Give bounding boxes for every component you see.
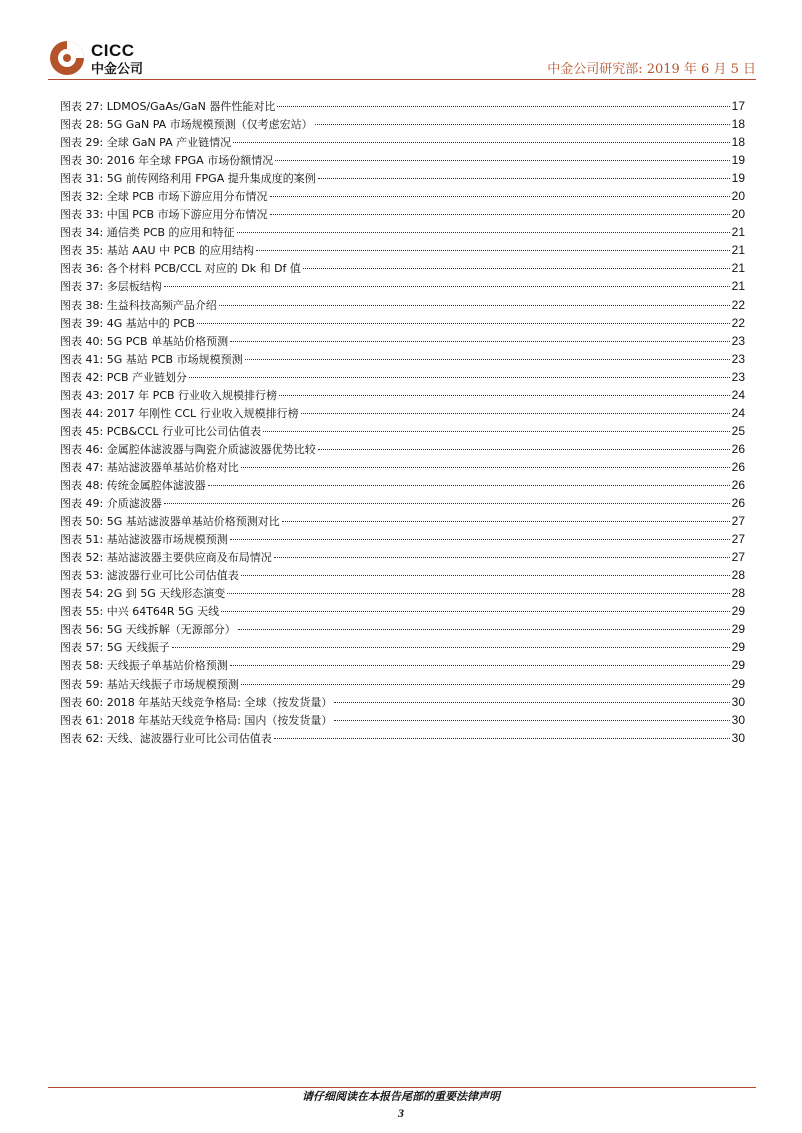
toc-entry-title: 图表 57: 5G 天线振子 bbox=[60, 641, 170, 655]
toc-entry[interactable] bbox=[60, 133, 745, 151]
toc-leader-dots bbox=[282, 521, 730, 522]
toc-entry[interactable] bbox=[60, 458, 745, 476]
toc-leader-dots bbox=[230, 539, 730, 540]
toc-entry[interactable] bbox=[60, 259, 745, 277]
toc-entry-title: 图表 39: 4G 基站中的 PCB bbox=[60, 316, 196, 330]
toc-entry-page: 29 bbox=[731, 640, 745, 655]
toc-entry-page: 24 bbox=[731, 387, 745, 402]
toc-entry-page: 26 bbox=[731, 477, 745, 492]
toc-entry-title: 图表 62: 天线、滤波器行业可比公司估值表 bbox=[60, 731, 272, 745]
toc-entry-title: 图表 54: 2G 到 5G 天线形态演变 bbox=[60, 587, 226, 601]
toc-entry-title: 图表 51: 基站滤波器市场规模预测 bbox=[60, 533, 228, 547]
toc-leader-dots bbox=[164, 503, 730, 504]
toc-entry-title: 图表 56: 5G 天线拆解（无源部分） bbox=[60, 623, 236, 637]
toc-entry-title: 图表 40: 5G PCB 单基站价格预测 bbox=[60, 334, 229, 348]
toc-entry[interactable] bbox=[60, 422, 745, 440]
cicc-logo-mark-icon bbox=[48, 38, 88, 78]
toc-leader-dots bbox=[172, 647, 730, 648]
toc-entry-title: 图表 35: 基站 AAU 中 PCB 的应用结构 bbox=[60, 244, 254, 258]
toc-entry[interactable] bbox=[60, 602, 745, 620]
toc-leader-dots bbox=[270, 196, 730, 197]
toc-entry[interactable] bbox=[60, 368, 745, 386]
toc-leader-dots bbox=[334, 720, 729, 721]
toc-leader-dots bbox=[315, 124, 730, 125]
toc-entry[interactable] bbox=[60, 638, 745, 656]
toc-leader-dots bbox=[245, 359, 730, 360]
toc-entry-page: 17 bbox=[731, 99, 745, 113]
toc-entry-page: 23 bbox=[731, 333, 745, 348]
toc-entry-page: 19 bbox=[731, 153, 745, 168]
toc-entry-page: 26 bbox=[731, 441, 745, 456]
toc-entry-page: 21 bbox=[731, 261, 745, 276]
toc-leader-dots bbox=[318, 449, 730, 450]
toc-entry[interactable] bbox=[60, 277, 745, 295]
toc-entry[interactable] bbox=[60, 386, 745, 404]
toc-leader-dots bbox=[227, 593, 729, 594]
toc-entry-page: 21 bbox=[731, 225, 745, 240]
toc-leader-dots bbox=[279, 395, 730, 396]
toc-entry[interactable] bbox=[60, 404, 745, 422]
toc-leader-dots bbox=[241, 467, 730, 468]
toc-entry[interactable] bbox=[60, 332, 745, 350]
toc-leader-dots bbox=[256, 250, 730, 251]
toc-leader-dots bbox=[164, 286, 730, 287]
toc-entry[interactable] bbox=[60, 584, 745, 602]
toc-leader-dots bbox=[270, 214, 730, 215]
toc-entry-page: 23 bbox=[731, 351, 745, 366]
toc-entry[interactable] bbox=[60, 656, 745, 674]
toc-entry-title: 图表 61: 2018 年基站天线竞争格局: 国内（按发货量） bbox=[60, 713, 333, 727]
toc-entry[interactable] bbox=[60, 187, 745, 205]
toc-entry-page: 26 bbox=[731, 459, 745, 474]
page-number: 3 bbox=[398, 1106, 404, 1120]
toc-entry-title: 图表 47: 基站滤波器单基站价格对比 bbox=[60, 460, 239, 474]
toc-entry-title: 图表 31: 5G 前传网络利用 FPGA 提升集成度的案例 bbox=[60, 172, 316, 186]
toc-entry-page: 24 bbox=[731, 405, 745, 420]
report-source-date: 中金公司研究部: 2019 年 6 月 5 日 bbox=[547, 62, 756, 77]
toc-entry[interactable] bbox=[60, 314, 745, 332]
toc-leader-dots bbox=[241, 684, 730, 685]
toc-entry[interactable] bbox=[60, 296, 745, 314]
toc-leader-dots bbox=[277, 106, 729, 107]
toc-entry-page: 27 bbox=[731, 532, 745, 547]
toc-entry-title: 图表 59: 基站天线振子市场规模预测 bbox=[60, 677, 239, 691]
toc-entry-title: 图表 60: 2018 年基站天线竞争格局: 全球（按发货量） bbox=[60, 695, 333, 709]
toc-entry-page: 30 bbox=[731, 730, 745, 745]
toc-leader-dots bbox=[238, 629, 730, 630]
toc-entry[interactable] bbox=[60, 693, 745, 711]
toc-entry-page: 27 bbox=[731, 514, 745, 529]
toc-leader-dots bbox=[303, 268, 730, 269]
toc-entry-page: 26 bbox=[731, 496, 745, 511]
toc-leader-dots bbox=[301, 413, 730, 414]
toc-entry-page: 30 bbox=[731, 694, 745, 709]
toc-entry[interactable] bbox=[60, 711, 745, 729]
toc-entry[interactable] bbox=[60, 548, 745, 566]
toc-entry[interactable] bbox=[60, 476, 745, 494]
toc-leader-dots bbox=[241, 575, 730, 576]
toc-entry-page: 29 bbox=[731, 622, 745, 637]
toc-entry-title: 图表 33: 中国 PCB 市场下游应用分布情况 bbox=[60, 208, 268, 222]
toc-entry[interactable] bbox=[60, 169, 745, 187]
toc-leader-dots bbox=[219, 305, 730, 306]
toc-leader-dots bbox=[208, 485, 730, 486]
toc-entry-page: 27 bbox=[731, 550, 745, 565]
toc-entry-page: 29 bbox=[731, 658, 745, 673]
toc-entry-page: 22 bbox=[731, 297, 745, 312]
toc-leader-dots bbox=[275, 160, 729, 161]
toc-entry-page: 21 bbox=[731, 279, 745, 294]
toc-leader-dots bbox=[230, 665, 730, 666]
toc-entry-page: 25 bbox=[731, 423, 745, 438]
cicc-logo bbox=[48, 38, 158, 78]
toc-entry-page: 30 bbox=[731, 712, 745, 727]
toc-entry[interactable] bbox=[60, 675, 745, 693]
toc-entry-title: 图表 30: 2016 年全球 FPGA 市场份额情况 bbox=[60, 154, 274, 168]
toc-entry[interactable] bbox=[60, 512, 745, 530]
toc-entry-title: 图表 58: 天线振子单基站价格预测 bbox=[60, 659, 228, 673]
toc-entry[interactable] bbox=[60, 151, 745, 169]
page-header bbox=[48, 38, 756, 78]
toc-entry-title: 图表 48: 传统金属腔体滤波器 bbox=[60, 478, 206, 492]
header-divider bbox=[48, 79, 756, 80]
toc-entry-page: 20 bbox=[731, 207, 745, 222]
toc-entry-title: 图表 44: 2017 年刚性 CCL 行业收入规模排行榜 bbox=[60, 406, 299, 420]
toc-entry-title: 图表 42: PCB 产业链划分 bbox=[60, 370, 188, 384]
toc-leader-dots bbox=[274, 557, 730, 558]
toc-entry-title: 图表 49: 介质滤波器 bbox=[60, 497, 162, 511]
toc-entry-page: 28 bbox=[731, 586, 745, 601]
toc-leader-dots bbox=[263, 431, 730, 432]
toc-leader-dots bbox=[237, 232, 730, 233]
toc-entry-title: 图表 29: 全球 GaN PA 产业链情况 bbox=[60, 136, 232, 150]
toc-entry[interactable] bbox=[60, 97, 745, 115]
toc-entry-title: 图表 50: 5G 基站滤波器单基站价格预测对比 bbox=[60, 515, 280, 529]
toc-leader-dots bbox=[318, 178, 730, 179]
toc-entry-page: 18 bbox=[731, 117, 745, 132]
table-of-figures bbox=[60, 97, 745, 747]
toc-entry-title: 图表 32: 全球 PCB 市场下游应用分布情况 bbox=[60, 190, 268, 204]
toc-entry[interactable] bbox=[60, 729, 745, 747]
toc-entry-title: 图表 37: 多层板结构 bbox=[60, 280, 162, 294]
toc-entry-page: 23 bbox=[731, 369, 745, 384]
toc-entry-title: 图表 53: 滤波器行业可比公司估值表 bbox=[60, 569, 239, 583]
toc-leader-dots bbox=[233, 142, 730, 143]
toc-entry[interactable] bbox=[60, 115, 745, 133]
toc-leader-dots bbox=[334, 702, 729, 703]
legal-disclaimer: 请仔细阅读在本报告尾部的重要法律声明 bbox=[302, 1090, 500, 1103]
toc-entry-title: 图表 55: 中兴 64T64R 5G 天线 bbox=[60, 605, 220, 619]
toc-entry[interactable] bbox=[60, 205, 745, 223]
logo-text-cn: 中金公司 bbox=[91, 62, 144, 77]
toc-entry[interactable] bbox=[60, 223, 745, 241]
toc-entry-title: 图表 45: PCB&CCL 行业可比公司估值表 bbox=[60, 424, 262, 438]
toc-entry-title: 图表 41: 5G 基站 PCB 市场规模预测 bbox=[60, 352, 243, 366]
toc-entry-page: 18 bbox=[731, 135, 745, 150]
toc-entry-title: 图表 27: LDMOS/GaAs/GaN 器件性能对比 bbox=[60, 100, 276, 113]
toc-entry-title: 图表 28: 5G GaN PA 市场规模预测（仅考虑宏站） bbox=[60, 118, 313, 132]
toc-entry[interactable] bbox=[60, 620, 745, 638]
toc-entry-page: 29 bbox=[731, 676, 745, 691]
toc-entry[interactable] bbox=[60, 530, 745, 548]
toc-entry-page: 29 bbox=[731, 604, 745, 619]
toc-leader-dots bbox=[274, 738, 730, 739]
toc-entry-title: 图表 34: 通信类 PCB 的应用和特征 bbox=[60, 226, 235, 240]
toc-leader-dots bbox=[230, 341, 730, 342]
toc-entry[interactable] bbox=[60, 350, 745, 368]
toc-entry[interactable] bbox=[60, 566, 745, 584]
logo-text-en: CICC bbox=[91, 41, 135, 60]
toc-entry-title: 图表 36: 各个材料 PCB/CCL 对应的 Dk 和 Df 值 bbox=[60, 262, 301, 276]
toc-entry[interactable] bbox=[60, 440, 745, 458]
toc-entry-page: 28 bbox=[731, 568, 745, 583]
toc-leader-dots bbox=[189, 377, 730, 378]
toc-entry-title: 图表 52: 基站滤波器主要供应商及布局情况 bbox=[60, 551, 272, 565]
toc-entry[interactable] bbox=[60, 241, 745, 259]
toc-entry-title: 图表 46: 金属腔体滤波器与陶瓷介质滤波器优势比较 bbox=[60, 442, 316, 456]
toc-entry-page: 22 bbox=[731, 315, 745, 330]
toc-leader-dots bbox=[197, 323, 730, 324]
toc-entry-title: 图表 38: 生益科技高频产品介绍 bbox=[60, 298, 217, 312]
toc-entry-page: 19 bbox=[731, 171, 745, 186]
toc-entry[interactable] bbox=[60, 494, 745, 512]
toc-entry-page: 20 bbox=[731, 189, 745, 204]
toc-entry-page: 21 bbox=[731, 243, 745, 258]
toc-entry-title: 图表 43: 2017 年 PCB 行业收入规模排行榜 bbox=[60, 388, 278, 402]
toc-leader-dots bbox=[221, 611, 730, 612]
